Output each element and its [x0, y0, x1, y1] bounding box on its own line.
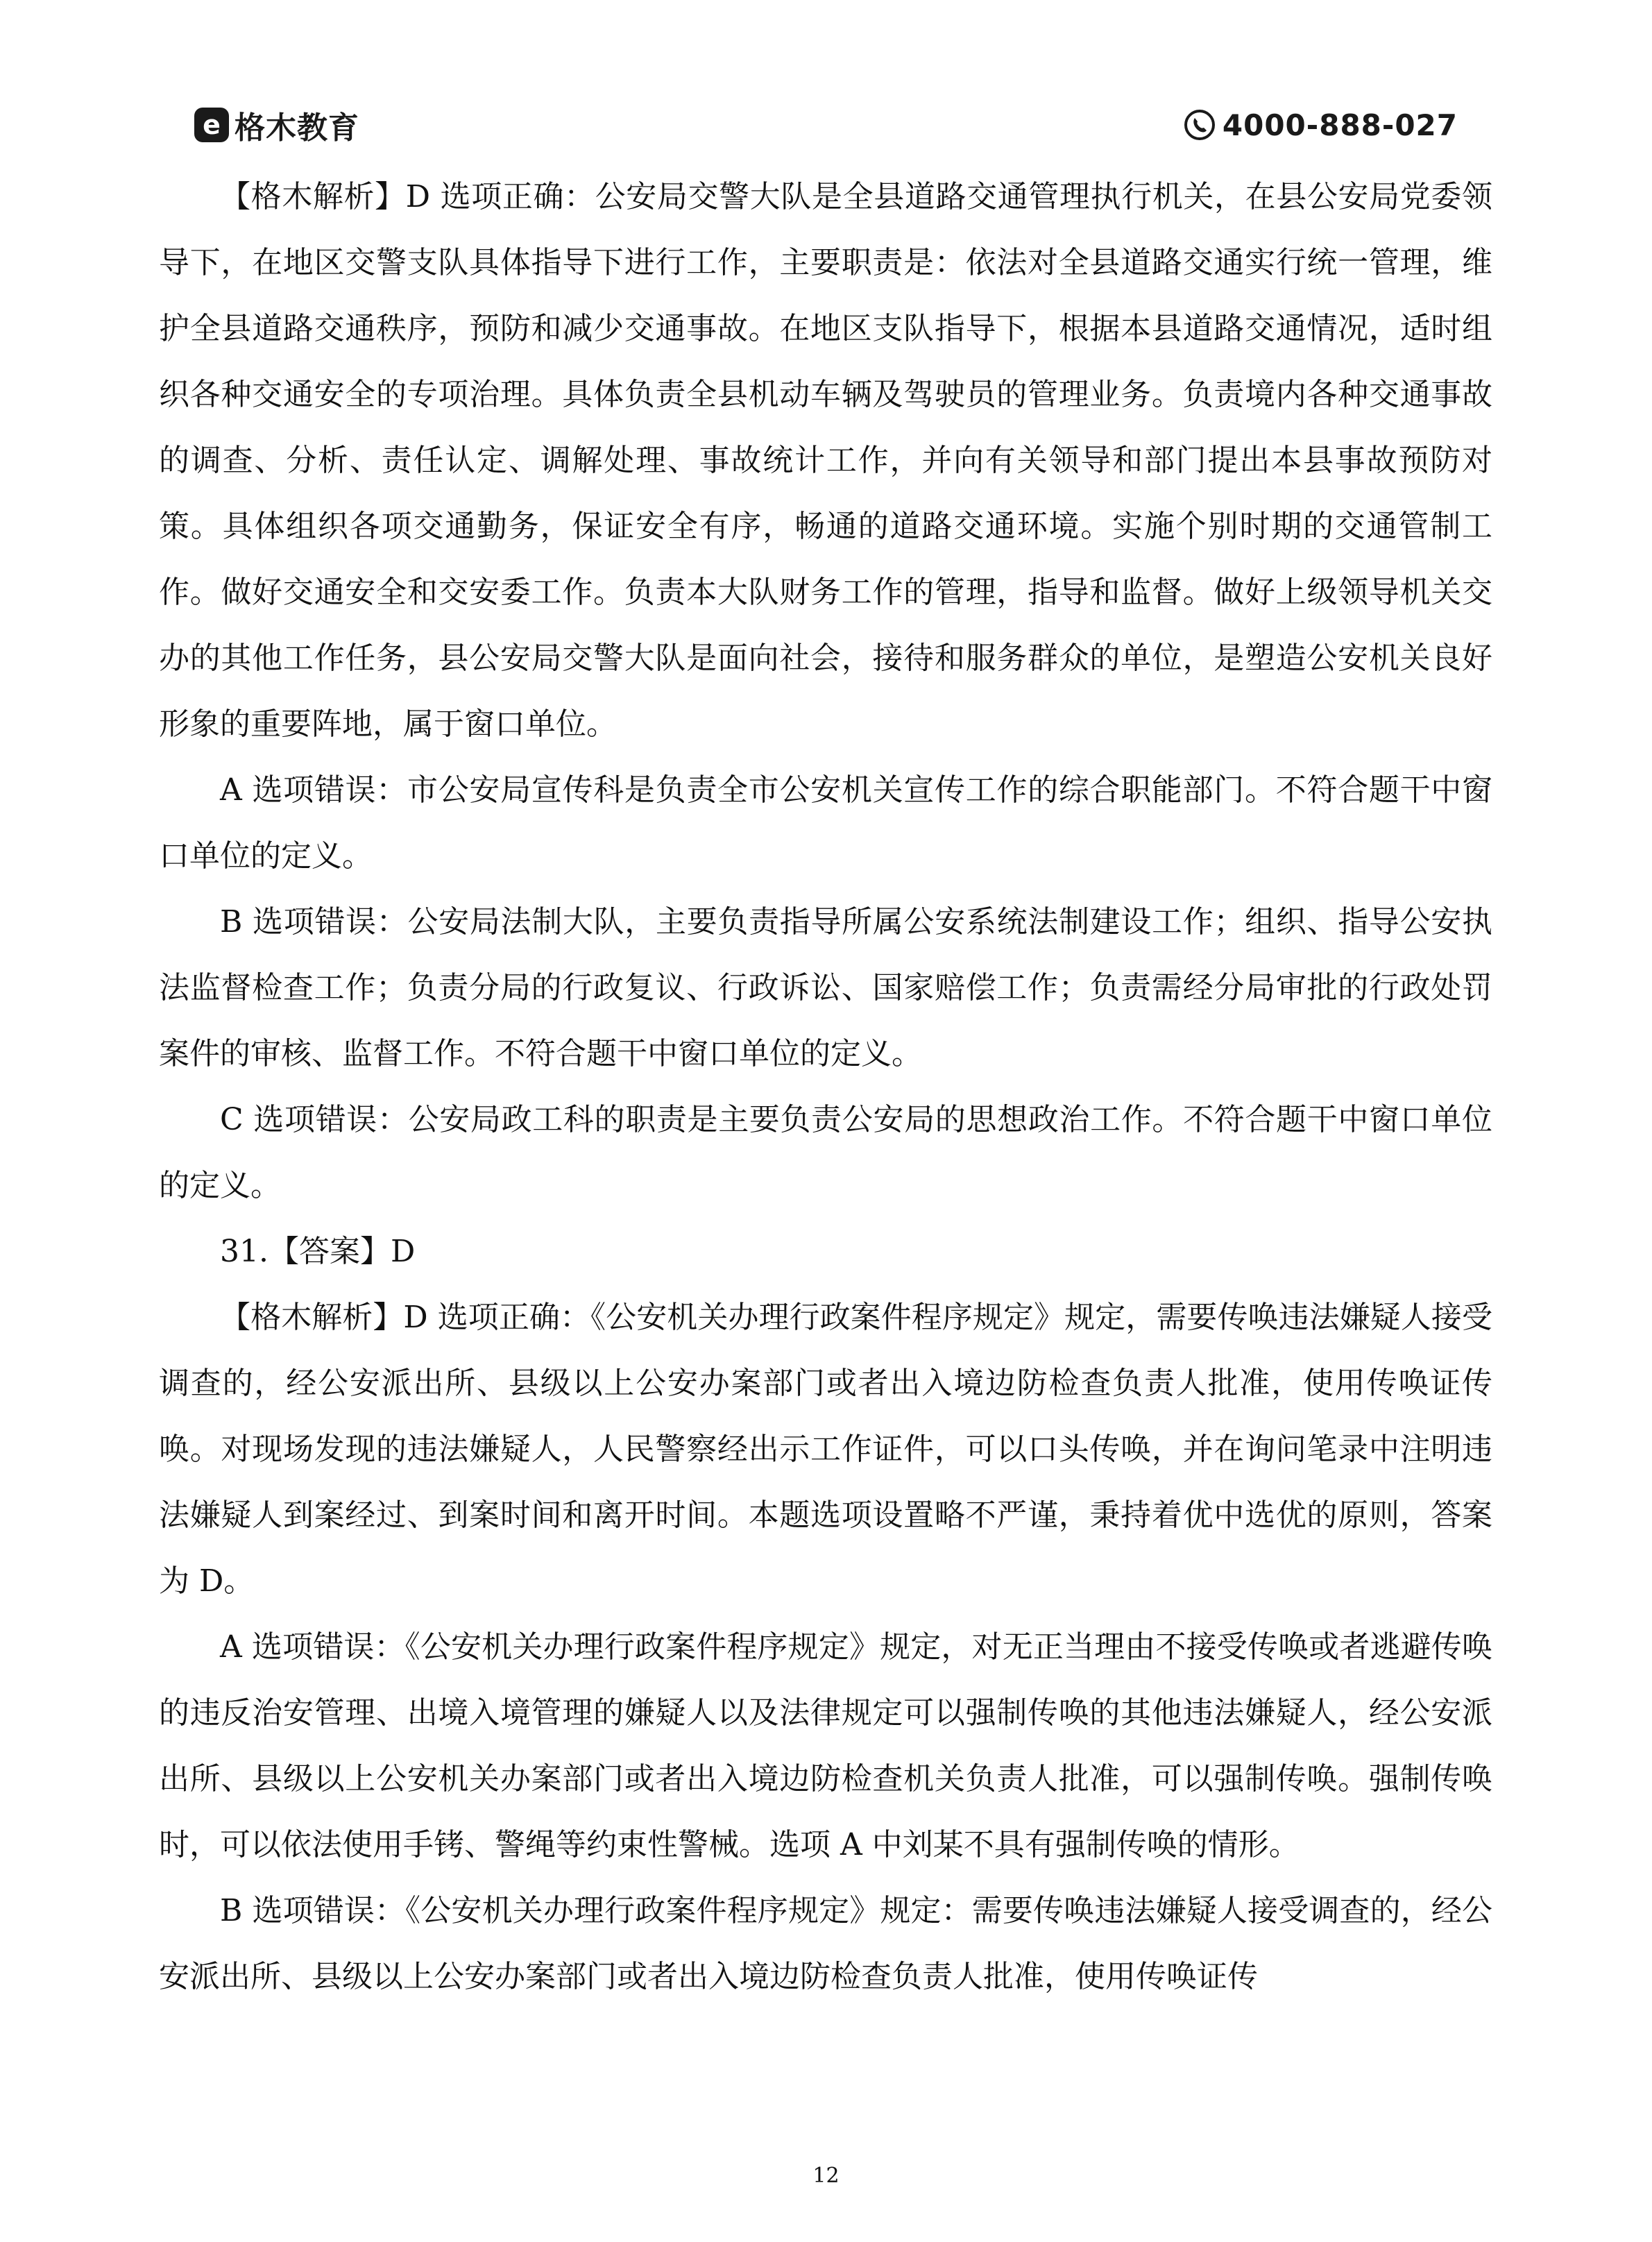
page-header: [194, 103, 1458, 147]
brand-name: 格木教育: [235, 110, 359, 146]
paragraph-b-error-31: B 选项错误：《公安机关办理行政案件程序规定》规定：需要传唤违法嫌疑人接受调查的，经公安派出所、县级以上公安办案部门或者出入境边防检查负责人批准，使用传唤证传: [159, 1893, 1492, 1994]
logo-e-icon: e: [194, 108, 229, 142]
brand-logo: [194, 103, 359, 147]
page-number: 12: [812, 2164, 840, 2188]
paragraph-d-analysis-31: 【格木解析】D 选项正确：《公安机关办理行政案件程序规定》规定，需要传唤违法嫌疑人接受调查的，经公安派出所、县级以上公安办案部门或者出入境边防检查负责人批准，使用传唤证传唤。对现场发现的违法嫌疑人，人民警察经出示工作证件，可以口头传唤，并在询问笔录中注明违法嫌疑人到案经过、到案时间和离开时间。本题选项设置略不严谨，秉持着优中选优的原则，答案为 D。: [159, 1300, 1492, 1599]
paragraph-d-analysis-30: 【格木解析】D 选项正确：公安局交警大队是全县道路交通管理执行机关，在县公安局党委领导下，在地区交警支队具体指导下进行工作，主要职责是：依法对全县道路交通实行统一管理，维护全县道路交通秩序，预防和减少交通事故。在地区支队指导下，根据本县道路交通情况，适时组织各种交通安全的专项治理。具体负责全县机动车辆及驾驶员的管理业务。负责境内各种交通事故的调查、分析、责任认定、调解处理、事故统计工作，并向有关领导和部门提出本县事故预防对策。具体组织各项交通勤务，保证安全有序，畅通的道路交通环境。实施个别时期的交通管制工作。做好交通安全和交安委工作。负责本大队财务工作的管理，指导和监督。做好上级领导机关交办的其他工作任务，县公安局交警大队是面向社会，接待和服务群众的单位，是塑造公安机关良好形象的重要阵地，属于窗口单位。: [159, 179, 1492, 742]
paragraph-c-error-30: C 选项错误：公安局政工科的职责是主要负责公安局的思想政治工作。不符合题干中窗口单位的定义。: [159, 1102, 1492, 1203]
document-body: [159, 164, 1492, 2010]
phone-icon: [1184, 109, 1216, 141]
paragraph-b-error-30: B 选项错误：公安局法制大队，主要负责指导所属公安系统法制建设工作；组织、指导公安执法监督检查工作；负责分局的行政复议、行政诉讼、国家赔偿工作；负责需经分局审批的行政处罚案件的审核、监督工作。不符合题干中窗口单位的定义。: [159, 904, 1492, 1071]
phone-number: 4000-888-027: [1222, 108, 1458, 142]
paragraph-a-error-30: A 选项错误：市公安局宣传科是负责全市公安机关宣传工作的综合职能部门。不符合题干中窗口单位的定义。: [159, 772, 1492, 874]
paragraph-a-error-31: A 选项错误：《公安机关办理行政案件程序规定》规定，对无正当理由不接受传唤或者逃避传唤的违反治安管理、出境入境管理的嫌疑人以及法律规定可以强制传唤的其他违法嫌疑人，经公安派出所、县级以上公安机关办案部门或者出入境边防检查机关负责人批准，可以强制传唤。强制传唤时，可以依法使用手铐、警绳等约束性警械。选项 A 中刘某不具有强制传唤的情形。: [159, 1629, 1492, 1862]
phone-contact: [1184, 103, 1458, 147]
answer-heading-31: 31.【答案】D: [220, 1234, 416, 1269]
